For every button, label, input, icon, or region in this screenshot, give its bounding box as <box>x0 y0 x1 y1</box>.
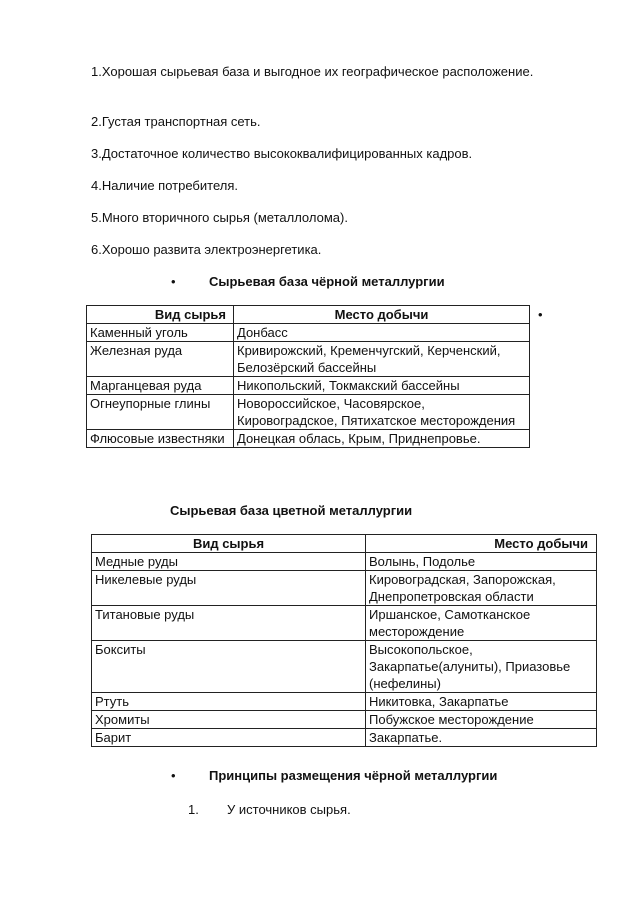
table-cell: Побужское месторождение <box>366 711 597 729</box>
table-row <box>92 693 597 711</box>
table-header-cell: Место добычи <box>234 306 530 324</box>
table-cell: Высокопольское, Закарпатье(алуниты), Приазовье (нефелины) <box>366 641 597 693</box>
table-row <box>87 342 530 377</box>
intro-item-3: 3.Достаточное количество высококвалифицированных кадров. <box>91 146 473 161</box>
table-cell: Закарпатье. <box>366 729 597 747</box>
table-cell: Флюсовые известняки <box>87 430 234 448</box>
table-cell: Каменный уголь <box>87 324 234 342</box>
table-cell: Ртуть <box>92 693 366 711</box>
nonferrous-raw-table <box>91 534 597 747</box>
intro-item-4: 4.Наличие потребителя. <box>91 178 238 193</box>
table-cell: Кировоградская, Запорожская, Днепропетровская области <box>366 571 597 606</box>
table-cell: Хромиты <box>92 711 366 729</box>
table-row <box>87 377 530 395</box>
table-header-cell: Вид сырья <box>92 535 366 553</box>
table-cell: Донецкая облась, Крым, Приднепровье. <box>234 430 530 448</box>
table-row <box>92 711 597 729</box>
table-row <box>92 553 597 571</box>
intro-item-5: 5.Много вторичного сырья (металлолома). <box>91 210 348 225</box>
table-cell: Огнеупорные глины <box>87 395 234 430</box>
table-cell: Бокситы <box>92 641 366 693</box>
intro-item-1: 1.Хорошая сырьевая база и выгодное их географическое расположение. <box>91 64 534 79</box>
table-cell: Титановые руды <box>92 606 366 641</box>
table-row <box>87 324 530 342</box>
table-cell: Медные руды <box>92 553 366 571</box>
intro-item-6: 6.Хорошо развита электроэнергетика. <box>91 242 322 257</box>
principles-title: Принципы размещения чёрной металлургии <box>209 768 498 783</box>
table-header-cell: Вид сырья <box>87 306 234 324</box>
principles-item-text: У источников сырья. <box>227 802 351 817</box>
table-cell: Волынь, Подолье <box>366 553 597 571</box>
table-row <box>92 729 597 747</box>
table-cell: Никитовка, Закарпатье <box>366 693 597 711</box>
table-row <box>87 430 530 448</box>
table-row <box>92 606 597 641</box>
table-header-row <box>92 535 597 553</box>
table-cell: Кривирожский, Кременчугский, Керченский, Белозёрский бассейны <box>234 342 530 377</box>
table-cell: Новороссийское, Часовярское, Кировоградское, Пятихатское месторождения <box>234 395 530 430</box>
table-header-cell: Место добычи <box>366 535 597 553</box>
principles-item-number: 1. <box>188 802 199 817</box>
nonferrous-raw-title: Сырьевая база цветной металлургии <box>170 503 413 518</box>
ferrous-raw-table <box>86 305 530 448</box>
table-header-row <box>87 306 530 324</box>
bullet-icon: • <box>538 307 543 322</box>
bullet-icon: • <box>171 274 176 289</box>
table-cell: Иршанское, Самотканское месторождение <box>366 606 597 641</box>
table-row <box>92 641 597 693</box>
table-cell: Барит <box>92 729 366 747</box>
table-cell: Никелевые руды <box>92 571 366 606</box>
ferrous-raw-title: Сырьевая база чёрной металлургии <box>209 274 445 289</box>
table-cell: Марганцевая руда <box>87 377 234 395</box>
bullet-icon: • <box>171 768 176 783</box>
table-cell: Донбасс <box>234 324 530 342</box>
table-cell: Железная руда <box>87 342 234 377</box>
table-cell: Никопольский, Токмакский бассейны <box>234 377 530 395</box>
intro-item-2: 2.Густая транспортная сеть. <box>91 114 261 129</box>
table-row <box>87 395 530 430</box>
table-row <box>92 571 597 606</box>
